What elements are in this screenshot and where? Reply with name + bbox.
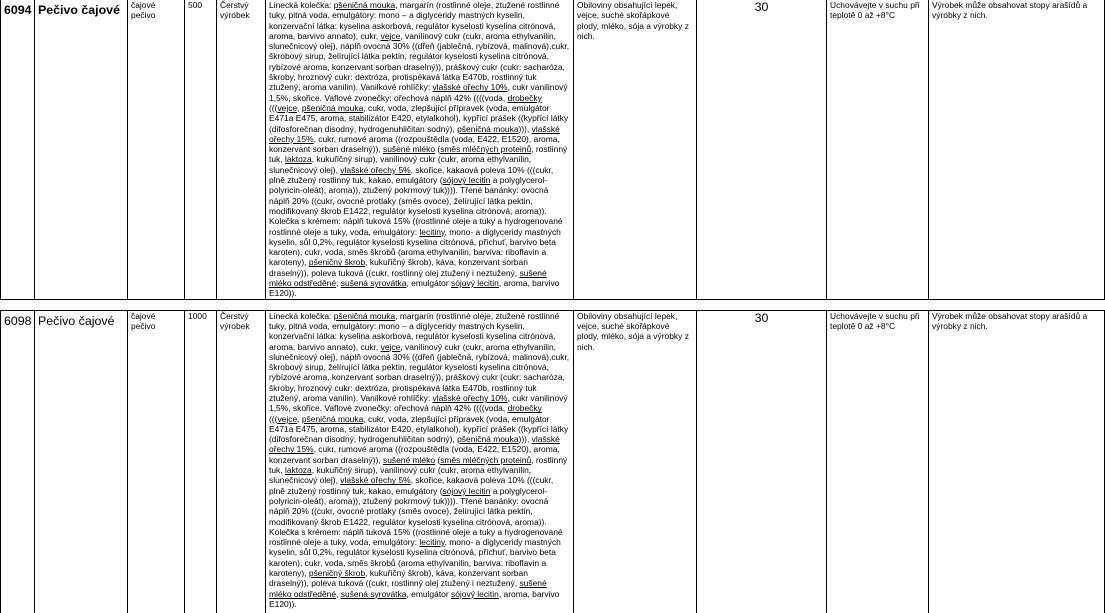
ingredient-text: , cukr, rumové aroma ((rozpouštědla (voda, E422, E1520), aroma, konzervant sorban draselný)), (269, 444, 560, 465)
ingredient-text: Linecká kolečka: (269, 0, 334, 10)
allergen-term: pšeničná mouka (333, 310, 396, 321)
allergens-text: Obiloviny obsahující lepek, vejce, suché skořápkové plody, mléko, sója a výrobky z nich. (574, 310, 697, 613)
allergen-term: vlašské ořechy 15% (269, 123, 560, 144)
quantity-value: 30 (697, 0, 827, 299)
allergen-term: drobečky (507, 403, 542, 414)
ingredient-text: , kukuřičný škrob), káva, konzervant sorban draselný)), poleva tuková ((cukr, rostlinný olej ztužený i neztužený, (269, 257, 528, 278)
product-name: Pečivo čajové (35, 310, 128, 613)
ingredients-text (269, 0, 570, 299)
allergen-term: vlašské ořechy 15% (269, 434, 560, 455)
ingredient-text: , skořice, kakaová poleva 10% (((cukr, plně ztužený rostlinný tuk, kakao, emulgátory ( (269, 164, 554, 186)
ingredient-text: , mono- a diglyceridy mastných kyselin, sůl 0,2%, regulátor kyselosti kyselina citrónová, příchuť, barvivo beta karoten), cukr, voda, směs škrobů (aroma ethylvanilin, barviva: riboflavin a karoteny), (269, 537, 561, 579)
allergen-term: pšeničná mouka (333, 0, 396, 10)
allergen-term: sušené mléko odstředěné (269, 578, 547, 599)
allergen-term: sójový lecitin (451, 278, 499, 289)
product-category: čajové pečivo (128, 310, 185, 613)
product-type: Čerstvý výrobek (217, 0, 266, 299)
ingredient-text: , margarín (rostlinné oleje, ztužené rostlinné tuky, pitná voda, emulgátory: mono – a diglyceridy mastných kyselin, konzervační látka: kyselina askorbová, regulátor kyselosti kyselina citrónová, aroma, barvivo annato), cukr, (269, 0, 560, 41)
ingredient-text: , skořice, kakaová poleva 10% (((cukr, plně ztužený rostlinný tuk, kakao, emulgátory ( (269, 475, 554, 496)
allergen-term: sójový lecitin (442, 175, 491, 186)
note-text: Výrobek může obsahovat stopy arašídů a výrobky z nich. (929, 310, 1105, 613)
allergen-term: směs mléčných proteinů (440, 454, 532, 465)
allergen-term: lecitiny (419, 537, 445, 548)
ingredient-text: , (297, 102, 302, 113)
ingredient-text: a polyglycerol-polyricin-oleát), aroma)), ztužený pokrmový tuk)))). Třené banánky: ovocná náplň 20% ((cukr, ovocné protlaky (směs ovoce), želírující látka pektin, modifikovaný škrob E1422, regulátor kyselosti kyselina citrónová, aroma)). Kolečka s krémem: náplň tuková 15% ((rostlinné oleje a tuky a hydrogenované rostlinné oleje a tuky, voda, emulgátory: (269, 485, 563, 548)
ingredient-text: , cukr vanilinový 1,5%, skořice. Vaflové zvonečky: ořechová náplň 42% ((((voda, (269, 392, 568, 414)
ingredients-cell (266, 310, 574, 613)
allergen-term: vlašské ořechy 10% (432, 392, 508, 403)
allergen-term: vejce (277, 102, 298, 113)
allergen-term: pšeničná mouka (457, 434, 519, 445)
ingredient-text: ( (435, 454, 441, 465)
ingredient-text: a polyglycerol-polyricin-oleát), aroma)), ztužený pokrmový tuk)))). Třené banánky: ovocná náplň 20% ((cukr, ovocné protlaky (směs ovoce), želírující látka pektin, modifikovaný škrob E1422, regulátor kyselosti kyselina citrónová, aroma)). Kolečka s krémem: náplň tuková 15% ((rostlinné oleje a tuky a hydrogenované rostlinné oleje a tuky, voda, emulgátory: (269, 175, 563, 237)
product-weight: 1000 (185, 310, 217, 613)
allergen-term: vlašské ořechy 5% (340, 475, 411, 486)
ingredient-text: , vanilinový cukr (cukr, aroma ethylvanilin, slunečnicový olej), náplň ovocná 30% ((dřeň (jablečná, rybízová, malinová),cukr, škrobový sirup, želírující látka pektin, regulátor kyselosti kyselina citrónová, rybízové aroma, konzervant sorban draselný)), práškový cukr (cukr: sacharóza, škroby, hroznový cukr: dextróza, protispékavá látka E470b, rostlinný tuk ztužený, aroma vanilin). Vanilkové rohlíčky: (269, 30, 570, 93)
ingredient-text: , rostlinný tuk, (269, 144, 568, 165)
ingredient-text: ((( (269, 102, 278, 113)
allergen-term: pšeničná mouka (457, 123, 519, 134)
allergen-term: sušená syrovátka (340, 588, 407, 599)
allergen-term: sušená syrovátka (340, 278, 407, 289)
allergen-term: sušené mléko (382, 144, 436, 155)
ingredient-text: ))), (518, 123, 532, 134)
product-id: 6098 (1, 310, 35, 613)
ingredient-text: , cukr, rumové aroma ((rozpouštědla (voda, E422, E1520), aroma, konzervant sorban draselný)), (269, 133, 560, 155)
ingredient-text: , vanilinový cukr (cukr, aroma ethylvanilin, slunečnicový olej), náplň ovocná 30% ((dřeň (jablečná, rybízová, malinová),cukr, škrobový sirup, želírující látka pektin, regulátor kyselosti kyselina citrónová, rybízové aroma, konzervant sorban draselný)), práškový cukr (cukr: sacharóza, škroby, hroznový cukr: dextróza, protispékavá látka E470b, rostlinný tuk ztužený, aroma vanilin). Vanilkové rohlíčky: (269, 341, 570, 403)
allergen-term: pšeničná mouka (301, 413, 364, 424)
ingredient-text: , cukr vanilinový 1,5%, skořice. Vaflové zvonečky: ořechová náplň 42% ((((voda, (269, 82, 568, 103)
ingredient-text: , cukr, voda, zlepšující přípravek (voda, emulgátor E471a E475, aroma, stabilizátor E420, etylalkohol), kypřící prášek ((kypřící látky (difosforečnan disodný, hydrogenuhličitan sodný), (269, 102, 569, 134)
ingredient-text: , kukuřičný sirup), vanilinový cukr (cukr, aroma ethylvanilin, slunečnicový olej), (269, 465, 532, 486)
ingredients-cell (266, 0, 574, 299)
storage-text: Uchovávejte v suchu při teplotě 0 až +8°C (827, 0, 929, 299)
allergen-term: pšeničný škrob (308, 568, 366, 579)
ingredient-text: ((( (269, 413, 278, 424)
storage-text: Uchovávejte v suchu při teplotě 0 až +8°C (827, 310, 929, 613)
allergen-term: směs mléčných proteinů (440, 144, 532, 155)
ingredient-text: Linecká kolečka: (269, 310, 334, 321)
allergen-term: pšeničná mouka (301, 102, 364, 113)
allergen-term: lecitiny (419, 226, 445, 237)
note-text: Výrobek může obsahovat stopy arašídů a výrobky z nich. (929, 0, 1105, 299)
product-name: Pečivo čajové (35, 0, 128, 299)
allergen-term: vejce (277, 413, 298, 424)
allergen-term: drobečky (507, 92, 542, 103)
ingredient-text: , (336, 278, 341, 289)
allergen-term: vlašské ořechy 10% (432, 82, 508, 93)
allergens-text: Obiloviny obsahující lepek, vejce, suché skořápkové plody, mléko, sója a výrobky z nich. (574, 0, 697, 299)
allergen-term: sójový lecitin (451, 588, 499, 599)
allergen-term: vejce (380, 341, 401, 352)
table-row (1, 310, 1105, 613)
product-category: čajové pečivo (128, 0, 185, 299)
table-row (1, 0, 1105, 299)
ingredients-text (269, 311, 570, 610)
ingredient-text: , (297, 413, 302, 424)
product-type: Čerstvý výrobek (217, 310, 266, 613)
ingredient-text: , kukuřičný sirup), vanilinový cukr (cukr, aroma ethylvanilin, slunečnicový olej), (269, 154, 532, 175)
allergen-term: laktoza (284, 465, 312, 476)
allergen-term: sušené mléko odstředěné (269, 267, 547, 289)
allergen-term: laktoza (284, 154, 312, 165)
product-weight: 500 (185, 0, 217, 299)
allergen-term: pšeničný škrob (308, 257, 366, 268)
product-id: 6094 (1, 0, 35, 299)
ingredient-text: , (336, 588, 341, 599)
ingredient-text: ( (435, 144, 441, 155)
ingredient-text: , aroma, barvivo E120)). (269, 278, 560, 299)
ingredient-text: , mono- a diglyceridy mastných kyselin, sůl 0,2%, regulátor kyselosti kyselina citrónová, příchuť, barvivo beta karoten), cukr, voda, směs škrobů (aroma ethylvanilin, barviva: riboflavin a karoteny), (269, 226, 561, 268)
quantity-value: 30 (697, 310, 827, 613)
ingredient-text: , margarín (rostlinné oleje, ztužené rostlinné tuky, pitná voda, emulgátory: mono – a diglyceridy mastných kyselin, konzervační látka: kyselina askorbová, regulátor kyselosti kyselina citrónová, aroma, barvivo annato), cukr, (269, 310, 560, 352)
row-gap (1, 299, 1105, 310)
ingredient-text: , kukuřičný škrob), káva, konzervant sorban draselný)), poleva tuková ((cukr, rostlinný olej ztužený i neztužený, (269, 568, 528, 589)
ingredient-text: , emulgátor (406, 588, 452, 599)
ingredient-text: , rostlinný tuk, (269, 454, 568, 476)
allergen-term: vlašské ořechy 5% (340, 164, 411, 175)
ingredient-text: , emulgátor (406, 278, 452, 289)
ingredient-text: ))), (518, 434, 532, 445)
allergen-term: sójový lecitin (442, 485, 491, 496)
allergen-term: vejce (380, 30, 401, 41)
ingredient-text: , cukr, voda, zlepšující přípravek (voda, emulgátor E471a E475, aroma, stabilizátor E420, etylalkohol), kypřící prášek ((kypřící látky (difosforečnan disodný, hydrogenuhličitan sodný), (269, 413, 569, 445)
allergen-term: sušené mléko (382, 454, 436, 465)
ingredient-text: , aroma, barvivo E120)). (269, 588, 560, 609)
